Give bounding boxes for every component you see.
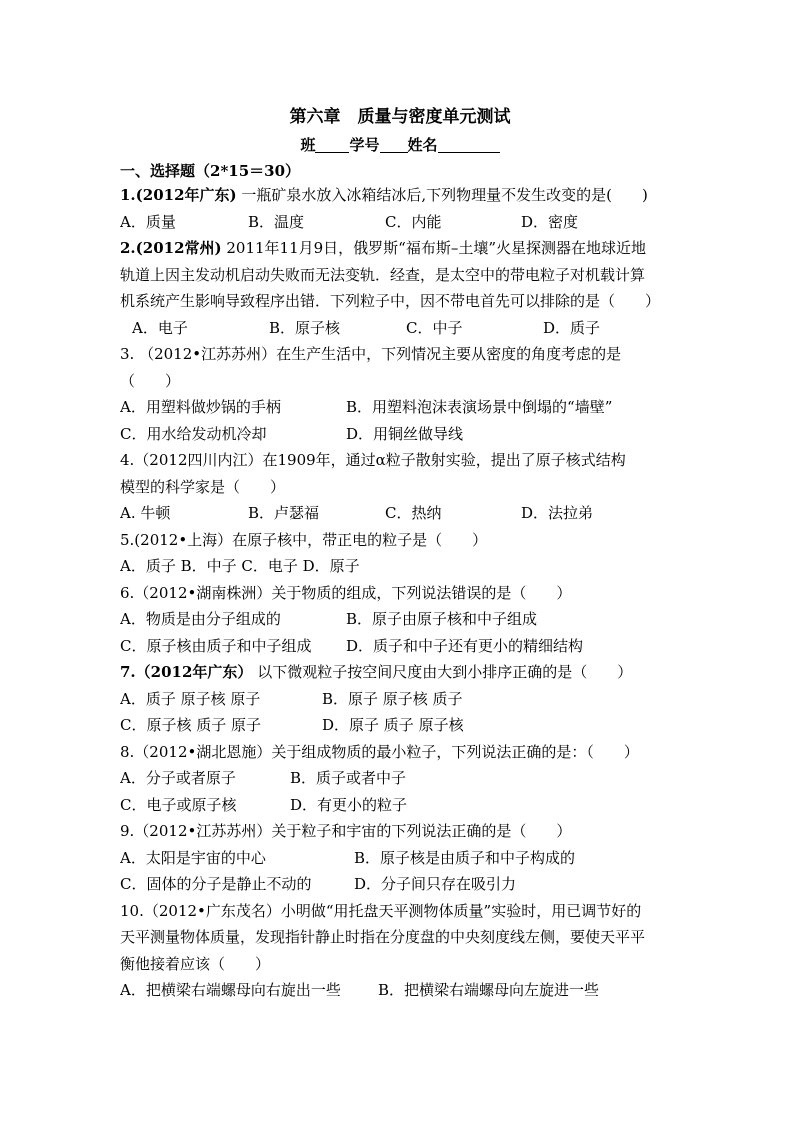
id-blank[interactable] [380,134,408,153]
question-3 [120,341,680,447]
question-9 [120,818,680,898]
question-source: 2.(2012常州) [120,239,222,257]
question-source: 1.(2012年广东) [120,186,237,204]
options-row: A．质子 B．中子 C．电子 D．原子 [120,557,360,575]
option-a: A．质子 原子核 原子 [120,689,261,708]
option-d: D．有更小的粒子 [290,795,408,814]
options-row [120,871,680,898]
options-row [120,845,680,872]
question-stem-line: 模型的科学家是（ ） [120,477,286,496]
option-b: B．把横梁右端螺母向左旋进一些 [378,981,600,999]
option-d: D．用铜丝做导线 [346,424,464,443]
question-8 [120,739,680,819]
options-row [120,977,680,1004]
question-stem: 2.(2012常州) 2011年11月9日，俄罗斯“福布斯–土壤”火星探测器在地球近地 [120,239,647,257]
name-label: 姓名 [407,136,438,154]
student-info-line [120,130,680,160]
question-source: 7.（2012年广东） [120,663,253,681]
question-stem: 1.(2012年广东) 一瓶矿泉水放入冰箱结冰后,下列物理量不发生改变的是( ) [120,186,648,204]
option-b: B．温度 [248,212,305,231]
option-d: D．密度 [521,212,579,231]
class-blank[interactable] [315,134,349,153]
option-c: C．热纳 [385,504,442,522]
options-row [120,686,680,713]
question-stem: 6.（2012•湖南株洲）关于物质的组成，下列说法错误的是（ ） [120,583,572,602]
options-row [120,792,680,819]
option-a: A．质量 [120,212,176,231]
question-10 [120,898,680,1004]
question-1 [120,182,680,235]
options-row [120,765,680,792]
document-content [120,104,680,1004]
question-stem: 10.（2012•广东茂名）小明做“用托盘天平测物体质量”实验时，用已调节好的 [120,901,642,920]
option-d: D．法拉弟 [521,504,594,522]
question-5 [120,527,680,580]
question-stem-line: 轨道上因主发动机启动失败而无法变轨．经查，是太空中的带电粒子对机载计算 [120,265,646,284]
option-a: A. 牛顿 [120,504,171,522]
options-row [120,209,680,236]
option-c: C．中子 [406,318,463,337]
option-c: C．内能 [385,212,442,231]
options-row [120,606,680,633]
name-blank[interactable] [438,134,500,153]
question-stem: 5.(2012•上海）在原子核中，带正电的粒子是（ ） [120,530,488,549]
question-stem-line: 机系统产生影响导致程序出错．下列粒子中，因不带电首先可以排除的是（ ） [120,292,661,310]
option-b: B．原子核 [269,318,341,337]
option-b: B．用塑料泡沫表演场景中倒塌的“墙壁” [346,398,613,416]
option-c: C．用水给发动机冷却 [120,424,267,443]
options-row [120,500,680,527]
option-a: A．物质是由分子组成的 [120,610,281,628]
page-title: 第六章 质量与密度单元测试 [289,107,511,127]
option-a: A．把横梁右端螺母向右旋出一些 [120,981,341,999]
options-row [120,421,680,448]
section-title: 一、选择题（2*15＝30） [120,162,301,180]
class-label: 班 [300,136,316,154]
option-c: C．原子核 质子 原子 [120,716,262,734]
option-b: B．质子或者中子 [290,769,407,787]
option-b: B．原子 原子核 质子 [322,689,463,708]
question-stem-line: （ ） [120,371,181,390]
option-a: A．用塑料做炒锅的手柄 [120,398,281,416]
option-d: D．分子间只存在吸引力 [354,875,517,893]
options-row [120,394,680,421]
question-stem: 7.（2012年广东） 以下微观粒子按空间尺度由大到小排序正确的是（ ） [120,663,633,681]
option-a: A．太阳是宇宙的中心 [120,848,266,867]
option-c: C．固体的分子是静止不动的 [120,875,312,893]
option-a: A．电子 [132,318,188,337]
question-stem-line: 天平测量物体质量，发现指针静止时指在分度盘的中央刻度线左侧，要使天平平 [120,928,646,946]
option-d: D．原子 质子 原子核 [322,716,464,734]
question-6 [120,580,680,660]
option-c: C．电子或原子核 [120,795,237,814]
question-stem: 9.（2012•江苏苏州）关于粒子和宇宙的下列说法正确的是（ ） [120,822,572,840]
option-b: B．原子由原子核和中子组成 [346,610,538,628]
option-d: D．质子 [543,318,601,337]
option-a: A．分子或者原子 [120,769,236,787]
option-b: B．卢瑟福 [248,504,320,522]
options-row [120,315,680,342]
id-label: 学号 [349,136,380,154]
option-c: C．原子核由质子和中子组成 [120,636,312,655]
options-row [120,633,680,660]
question-stem: 3. （2012•江苏苏州）在生产生活中，下列情况主要从密度的角度考虑的是 [120,345,622,363]
question-7 [120,659,680,739]
question-2 [120,235,680,341]
option-b: B．原子核是由质子和中子构成的 [354,848,576,867]
option-d: D．质子和中子还有更小的精细结构 [346,636,584,655]
options-row [120,712,680,739]
question-stem-line: 衡他接着应该（ ） [120,954,271,973]
question-stem: 8.（2012•湖北恩施）关于组成物质的最小粒子，下列说法正确的是：（ ） [120,742,639,761]
question-stem: 4.（2012四川内江）在1909年，通过α粒子散射实验，提出了原子核式结构 [120,451,626,469]
question-4 [120,447,680,527]
